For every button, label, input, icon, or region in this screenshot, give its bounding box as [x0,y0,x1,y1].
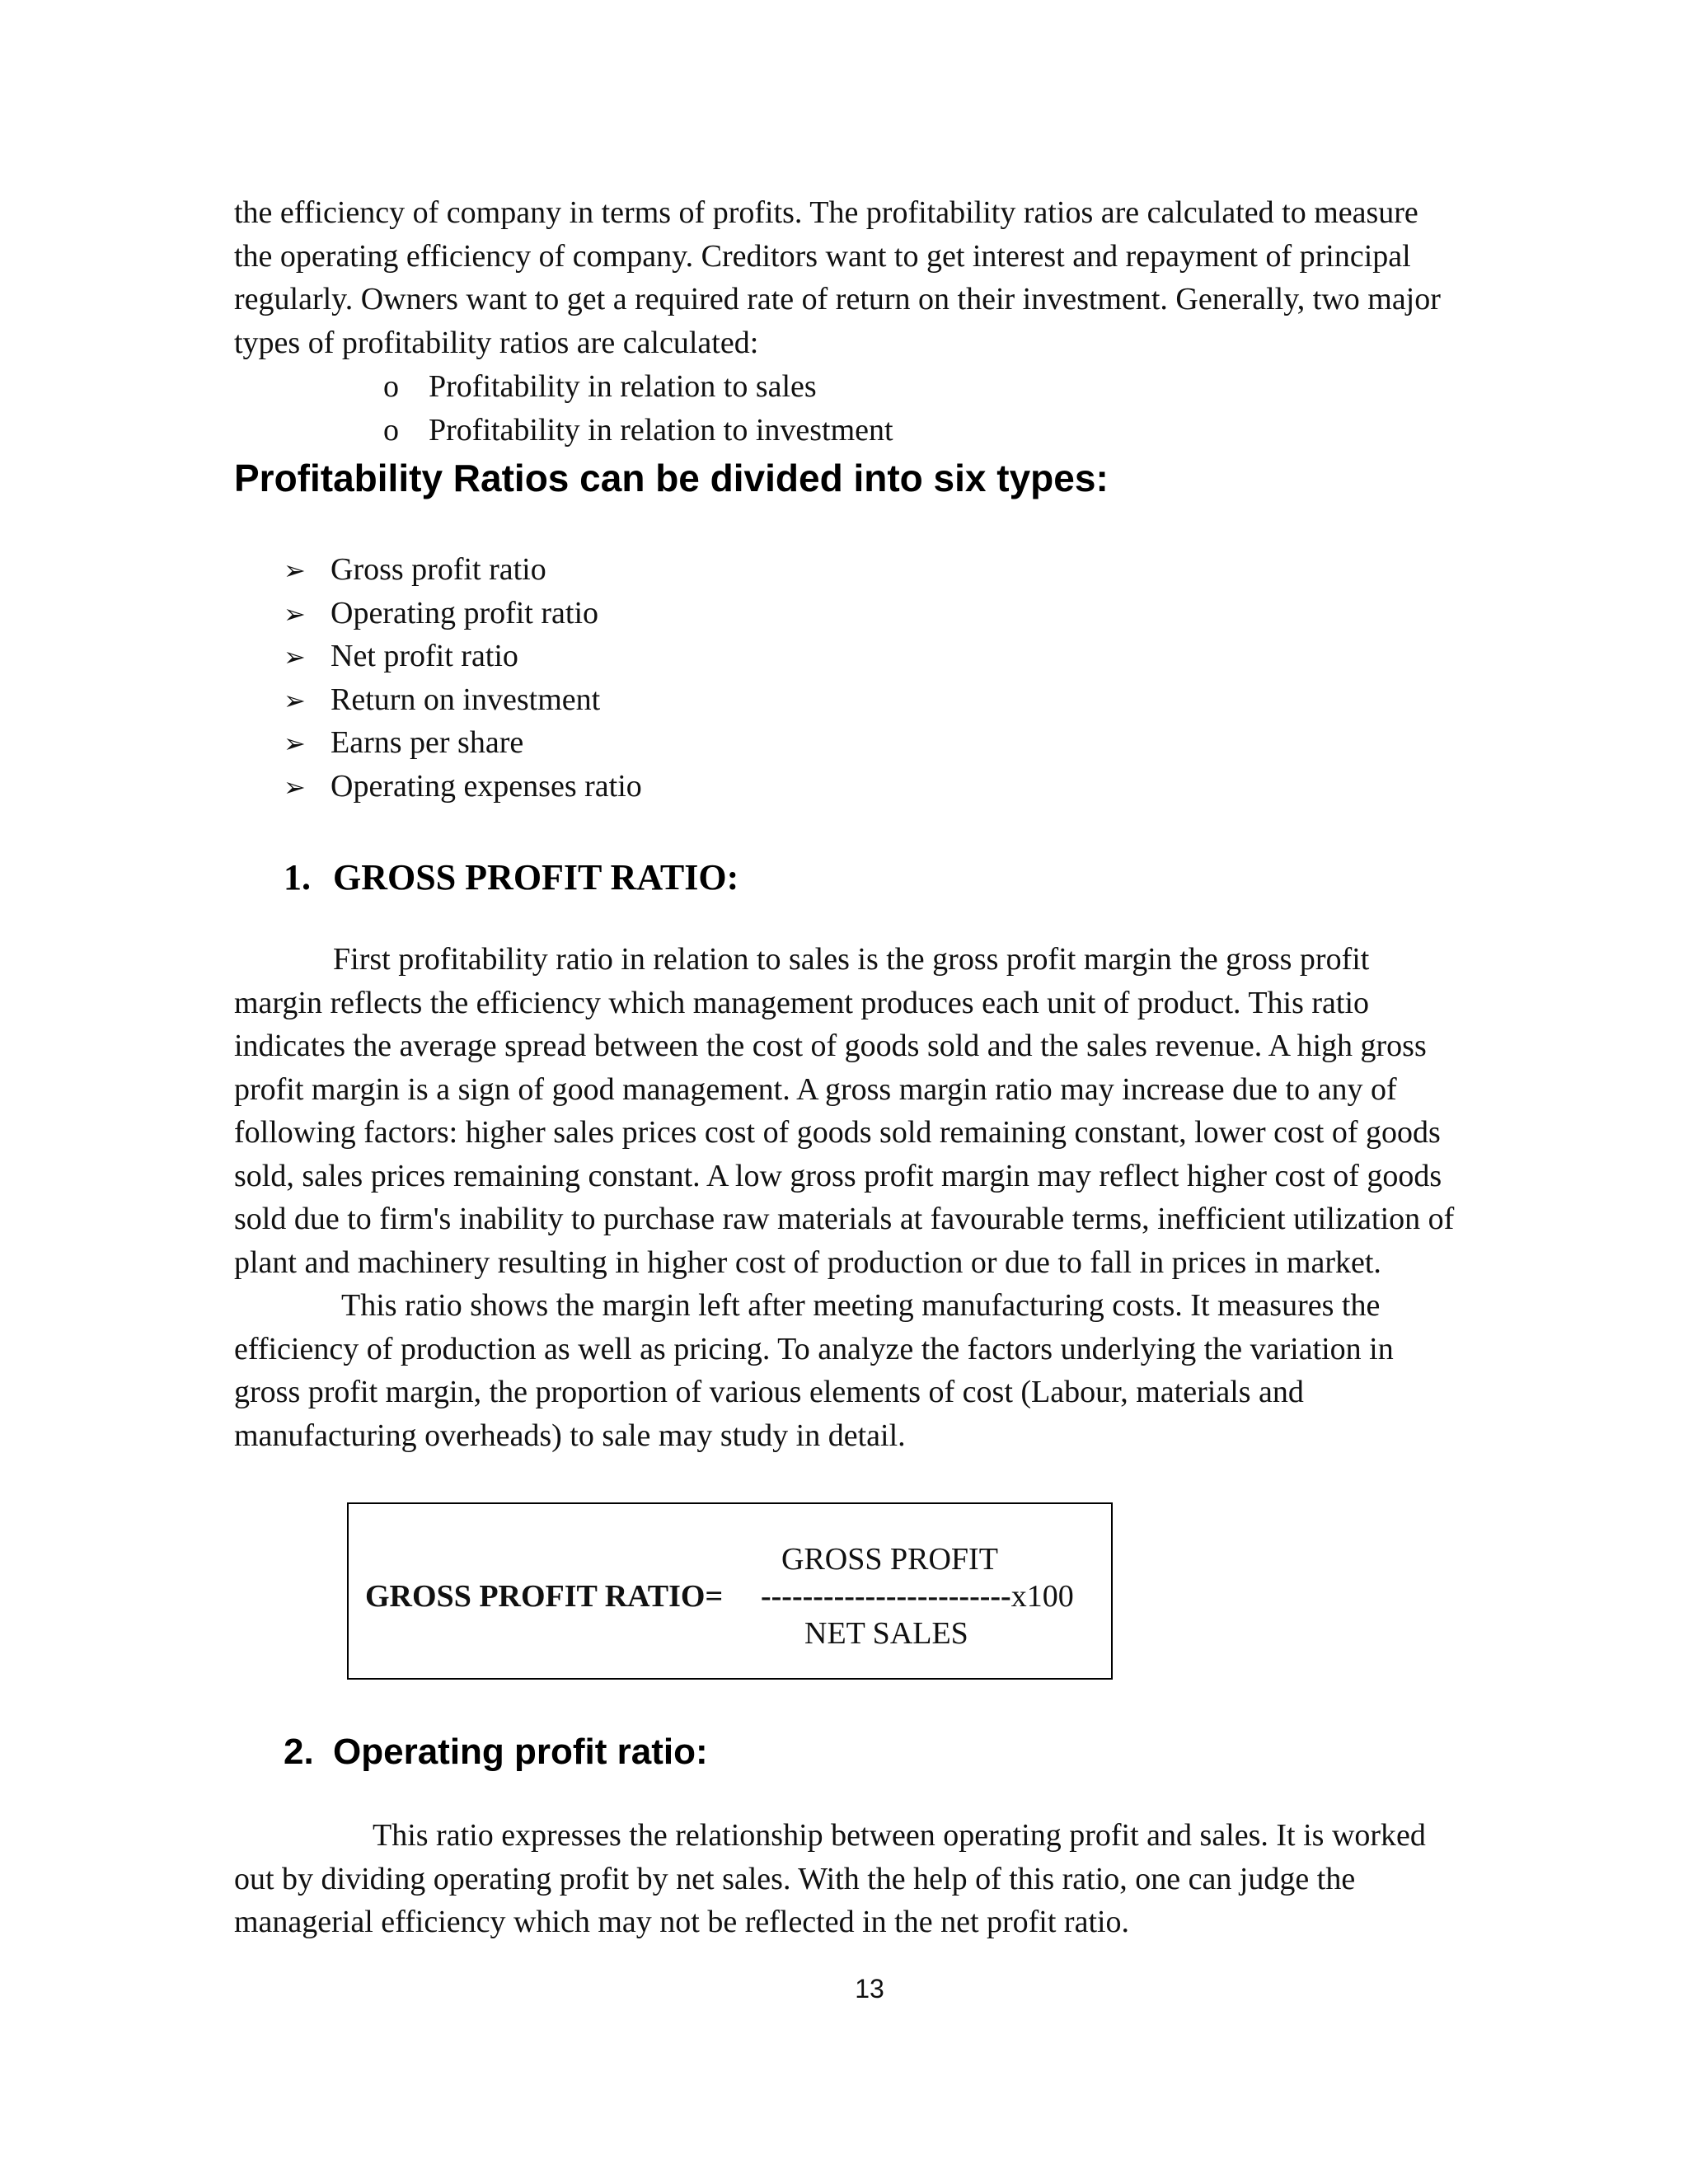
text-line: types of profitability ratios are calculated: [234,325,759,360]
text-line: the efficiency of company in terms of profits. The profitability ratios are calculated to measure [234,195,1418,230]
text-line: following factors: higher sales prices cost of goods sold remaining constant, lower cost of goods [234,1115,1441,1150]
fraction-dashes: ------------------------ [761,1579,1011,1614]
list-item [284,765,642,808]
list-item [284,721,642,765]
text-line: This ratio expresses the relationship between operating profit and sales. It is worked [373,1818,1426,1853]
arrow-bullet-icon: ➢ [284,684,306,716]
list-item [284,635,642,678]
section-heading: Profitability Ratios can be divided into six types: [234,457,1109,499]
list-item-label: Earns per share [331,725,524,760]
page-number: 13 [855,1974,884,2004]
gross-profit-paragraph-2 [234,1284,1520,1457]
text-line: efficiency of production as well as pricing. To analyze the factors underlying the variation in [234,1331,1394,1366]
text-line: sold due to firm's inability to purchase raw materials at favourable terms, inefficient utilization of [234,1202,1455,1236]
text-line: gross profit margin, the proportion of various elements of cost (Labour, materials and [234,1375,1304,1409]
text-line: the operating efficiency of company. Creditors want to get interest and repayment of principal [234,238,1411,274]
section-number: 2. [284,1732,314,1772]
section-number: 1. [284,857,311,898]
operating-profit-paragraph [234,1814,1520,1944]
circle-bullet-icon: o [383,412,399,448]
section-title: Operating profit ratio: [333,1732,708,1772]
text-line: This ratio shows the margin left after meeting manufacturing costs. It measures the [341,1288,1381,1323]
text-line: managerial efficiency which may not be reflected in the net profit ratio. [234,1905,1130,1939]
list-item [383,365,893,409]
list-item-label: Operating expenses ratio [331,768,642,804]
circle-bullet-icon: o [383,369,399,404]
formula-numerator: GROSS PROFIT [781,1542,998,1577]
ratio-types-list [284,548,642,808]
section-title: GROSS PROFIT RATIO: [333,857,739,898]
text-line: plant and machinery resulting in higher cost of production or due to fall in prices in market. [234,1244,1381,1280]
section-2-heading [284,1729,708,1775]
intro-paragraph [234,191,1520,364]
list-item-label: Net profit ratio [331,639,518,673]
list-item-label: Return on investment [331,682,601,717]
arrow-bullet-icon: ➢ [284,641,306,673]
list-item-label: Profitability in relation to sales [429,369,817,404]
list-item-label: Operating profit ratio [331,595,599,630]
text-line: sold, sales prices remaining constant. A low gross profit margin may reflect higher cost of goods [234,1158,1442,1193]
list-item-label: Profitability in relation to investment [429,412,893,448]
text-line: First profitability ratio in relation to sales is the gross profit margin the gross profit [333,942,1370,977]
list-item [383,409,893,452]
list-item-label: Gross profit ratio [331,552,546,587]
text-line: regularly. Owners want to get a required rate of return on their investment. Generally, two major [234,282,1441,316]
text-line: profit margin is a sign of good management. A gross margin ratio may increase due to any of [234,1071,1397,1107]
gross-profit-formula-box [347,1502,1113,1680]
arrow-bullet-icon: ➢ [284,728,306,759]
formula-multiplier: x100 [1010,1579,1074,1614]
list-item [284,592,642,635]
arrow-bullet-icon: ➢ [284,598,306,630]
section-1-heading [284,855,738,901]
profitability-relation-list [383,365,893,452]
formula-denominator: NET SALES [804,1616,968,1651]
arrow-bullet-icon: ➢ [284,771,306,803]
text-line: out by dividing operating profit by net sales. With the help of this ratio, one can judge the [234,1861,1356,1896]
list-item [284,548,642,592]
formula-label: GROSS PROFIT RATIO= [365,1579,724,1614]
text-line: margin reflects the efficiency which management produces each unit of product. This ratio [234,985,1370,1020]
text-line: manufacturing overheads) to sale may study in detail. [234,1418,906,1453]
text-line: indicates the average spread between the cost of goods sold and the sales revenue. A high gross [234,1029,1427,1063]
list-item [284,678,642,722]
arrow-bullet-icon: ➢ [284,555,306,586]
gross-profit-paragraph-1 [234,938,1520,1284]
